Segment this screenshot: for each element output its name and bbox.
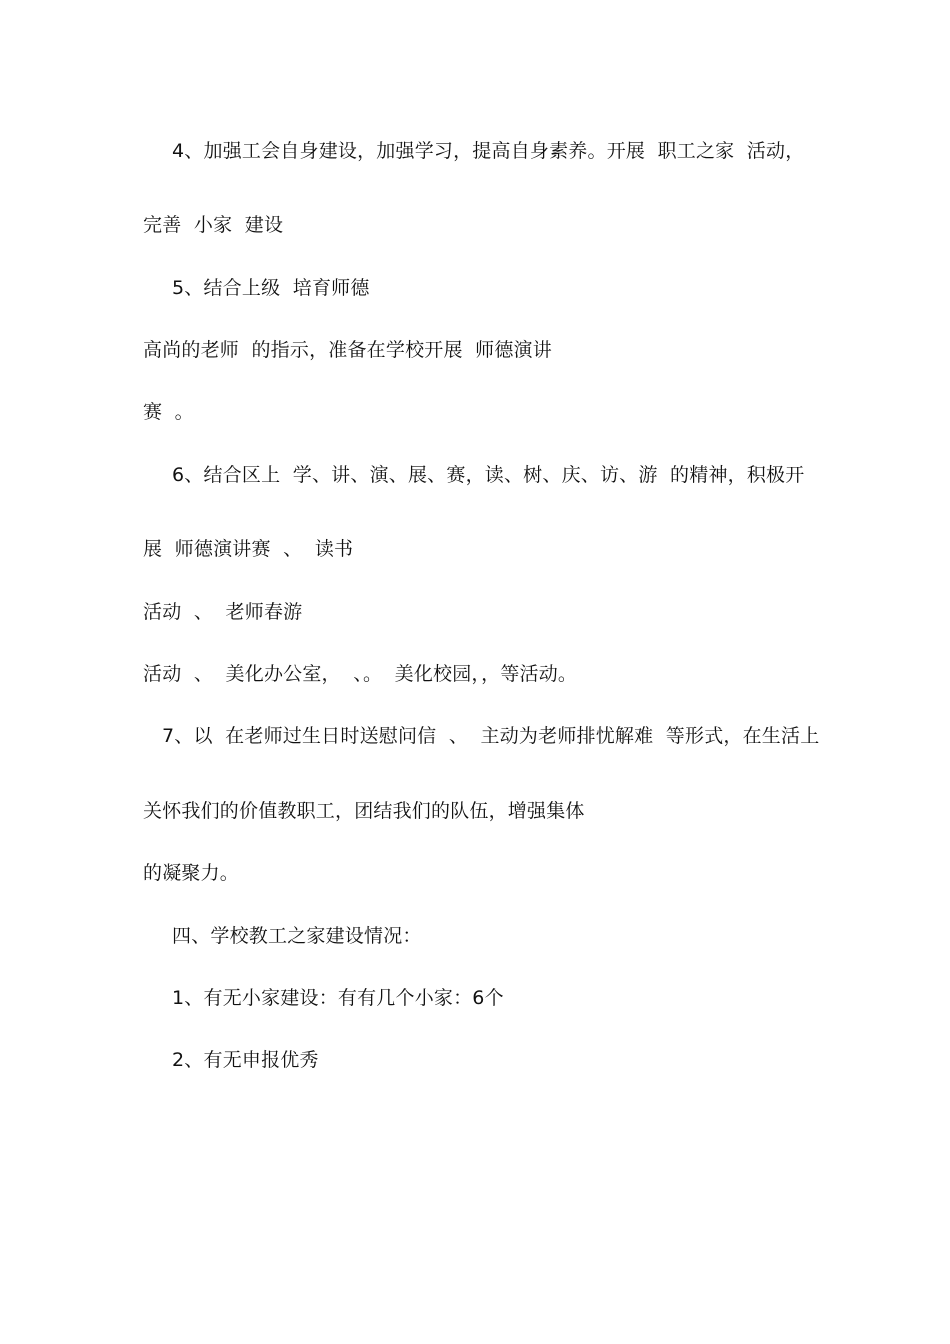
section-heading: 四、学校教工之家建设情况： [172, 925, 422, 947]
paragraph-5-line-2: 高尚的老师 的指示，准备在学校开展 师德演讲 [143, 339, 552, 361]
paragraph-6-line-3: 活动 、 老师春游 [143, 601, 303, 623]
paragraph-5-line-1: 5、结合上级 培育师德 [172, 277, 370, 299]
paragraph-6-line-1: 6、结合区上 学、讲、演、展、赛，读、树、庆、访、游 的精神，积极开 [172, 464, 805, 486]
paragraph-5-line-3: 赛 。 [143, 401, 194, 423]
paragraph-7-line-2: 关怀我们的价值教职工，团结我们的队伍，增强集体 [143, 800, 585, 822]
paragraph-7-line-1: 7、以 在老师过生日时送慰问信 、 主动为老师排忧解难 等形式，在生活上 [162, 725, 820, 747]
paragraph-6-line-2: 展 师德演讲赛 、 读书 [143, 538, 354, 560]
paragraph-6-line-4: 活动 、 美化办公室， 、。 美化校园，，等活动。 [143, 663, 578, 685]
paragraph-4-line-2: 完善 小家 建设 [143, 214, 284, 236]
item-2: 2、有无申报优秀 [172, 1049, 319, 1071]
paragraph-4-line-1: 4、加强工会自身建设，加强学习，提高自身素养。开展 职工之家 活动， [172, 140, 805, 162]
item-1: 1、有无小家建设：有有几个小家：6个 [172, 987, 504, 1009]
paragraph-7-line-3: 的凝聚力。 [143, 862, 240, 884]
